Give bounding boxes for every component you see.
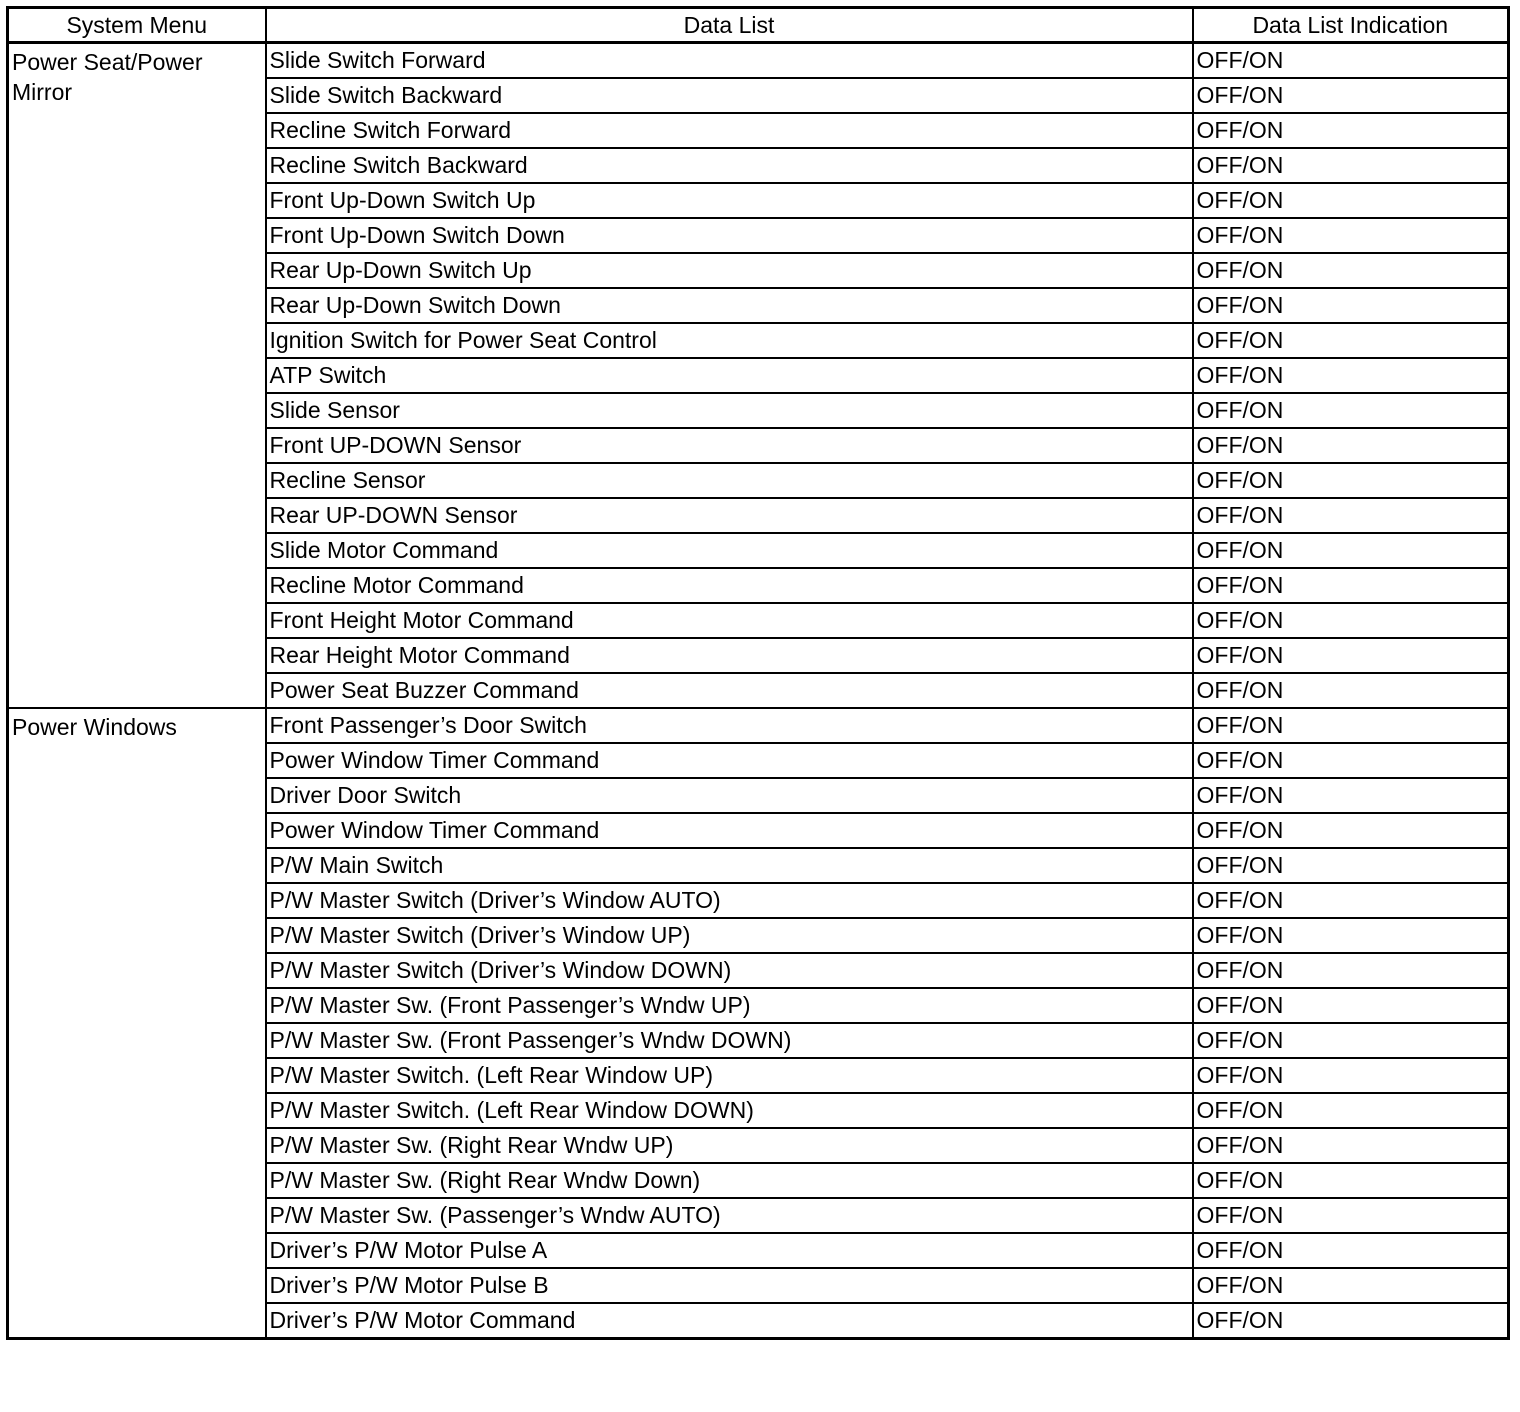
table-row — [8, 708, 1509, 743]
data-list-indication: OFF/ON — [1193, 778, 1509, 813]
data-list-item: Slide Motor Command — [266, 533, 1193, 568]
data-list-item: ATP Switch — [266, 358, 1193, 393]
data-list-indication: OFF/ON — [1193, 673, 1509, 708]
data-list-item: Slide Sensor — [266, 393, 1193, 428]
data-list-indication: OFF/ON — [1193, 253, 1509, 288]
data-list-indication: OFF/ON — [1193, 43, 1509, 79]
data-list-item: P/W Master Switch (Driver’s Window AUTO) — [266, 883, 1193, 918]
data-list-indication: OFF/ON — [1193, 463, 1509, 498]
table-body — [8, 43, 1509, 1339]
data-list-indication: OFF/ON — [1193, 78, 1509, 113]
data-list-indication: OFF/ON — [1193, 1268, 1509, 1303]
data-list-indication: OFF/ON — [1193, 1023, 1509, 1058]
system-menu-cell: Power Seat/Power Mirror — [8, 43, 266, 709]
data-list-indication: OFF/ON — [1193, 148, 1509, 183]
header-data-list: Data List — [266, 8, 1193, 43]
data-list-item: Driver’s P/W Motor Pulse A — [266, 1233, 1193, 1268]
data-list-indication: OFF/ON — [1193, 218, 1509, 253]
data-list-item: Rear UP-DOWN Sensor — [266, 498, 1193, 533]
data-list-item: P/W Master Sw. (Passenger’s Wndw AUTO) — [266, 1198, 1193, 1233]
data-list-item: P/W Master Switch. (Left Rear Window DOWN) — [266, 1093, 1193, 1128]
data-list-item: Driver Door Switch — [266, 778, 1193, 813]
data-list-indication: OFF/ON — [1193, 813, 1509, 848]
data-list-item: Power Window Timer Command — [266, 743, 1193, 778]
data-list-indication: OFF/ON — [1193, 918, 1509, 953]
data-list-indication: OFF/ON — [1193, 568, 1509, 603]
data-list-indication: OFF/ON — [1193, 358, 1509, 393]
data-list-indication: OFF/ON — [1193, 1058, 1509, 1093]
data-list-item: P/W Master Sw. (Right Rear Wndw UP) — [266, 1128, 1193, 1163]
data-list-item: P/W Main Switch — [266, 848, 1193, 883]
data-list-item: P/W Master Switch (Driver’s Window UP) — [266, 918, 1193, 953]
table-header — [8, 8, 1509, 43]
data-list-indication: OFF/ON — [1193, 1233, 1509, 1268]
data-list-item: P/W Master Switch. (Left Rear Window UP) — [266, 1058, 1193, 1093]
data-list-indication: OFF/ON — [1193, 988, 1509, 1023]
data-list-item: Slide Switch Forward — [266, 43, 1193, 79]
data-list-indication: OFF/ON — [1193, 1198, 1509, 1233]
data-list-indication: OFF/ON — [1193, 1093, 1509, 1128]
data-list-indication: OFF/ON — [1193, 428, 1509, 463]
data-list-indication: OFF/ON — [1193, 323, 1509, 358]
data-list-indication: OFF/ON — [1193, 953, 1509, 988]
data-list-item: Rear Height Motor Command — [266, 638, 1193, 673]
data-list-item: Front Passenger’s Door Switch — [266, 708, 1193, 743]
data-list-item: Power Window Timer Command — [266, 813, 1193, 848]
data-list-indication: OFF/ON — [1193, 638, 1509, 673]
data-list-indication: OFF/ON — [1193, 498, 1509, 533]
table-row — [8, 43, 1509, 79]
data-list-item: Driver’s P/W Motor Command — [266, 1303, 1193, 1339]
data-list-table — [6, 6, 1510, 1340]
data-list-item: Recline Sensor — [266, 463, 1193, 498]
data-list-indication: OFF/ON — [1193, 393, 1509, 428]
system-menu-cell: Power Windows — [8, 708, 266, 1339]
data-list-indication: OFF/ON — [1193, 533, 1509, 568]
data-list-indication: OFF/ON — [1193, 708, 1509, 743]
header-data-list-indication: Data List Indication — [1193, 8, 1509, 43]
data-list-indication: OFF/ON — [1193, 603, 1509, 638]
data-list-indication: OFF/ON — [1193, 1163, 1509, 1198]
data-list-item: Ignition Switch for Power Seat Control — [266, 323, 1193, 358]
data-list-item: Recline Motor Command — [266, 568, 1193, 603]
data-list-indication: OFF/ON — [1193, 883, 1509, 918]
data-list-item: Front Up-Down Switch Down — [266, 218, 1193, 253]
data-list-indication: OFF/ON — [1193, 848, 1509, 883]
data-list-indication: OFF/ON — [1193, 1303, 1509, 1339]
data-list-item: Rear Up-Down Switch Up — [266, 253, 1193, 288]
data-list-item: P/W Master Switch (Driver’s Window DOWN) — [266, 953, 1193, 988]
data-list-item: Driver’s P/W Motor Pulse B — [266, 1268, 1193, 1303]
data-list-item: Recline Switch Forward — [266, 113, 1193, 148]
data-list-indication: OFF/ON — [1193, 743, 1509, 778]
data-list-item: P/W Master Sw. (Front Passenger’s Wndw DOWN) — [266, 1023, 1193, 1058]
data-list-indication: OFF/ON — [1193, 288, 1509, 323]
data-list-indication: OFF/ON — [1193, 183, 1509, 218]
header-row — [8, 8, 1509, 43]
data-list-item: P/W Master Sw. (Right Rear Wndw Down) — [266, 1163, 1193, 1198]
data-list-item: Power Seat Buzzer Command — [266, 673, 1193, 708]
data-list-item: Front Height Motor Command — [266, 603, 1193, 638]
data-list-item: Slide Switch Backward — [266, 78, 1193, 113]
data-list-indication: OFF/ON — [1193, 1128, 1509, 1163]
data-list-item: Front UP-DOWN Sensor — [266, 428, 1193, 463]
data-list-item: Front Up-Down Switch Up — [266, 183, 1193, 218]
data-list-item: P/W Master Sw. (Front Passenger’s Wndw UP) — [266, 988, 1193, 1023]
header-system-menu: System Menu — [8, 8, 266, 43]
data-list-item: Recline Switch Backward — [266, 148, 1193, 183]
data-list-indication: OFF/ON — [1193, 113, 1509, 148]
data-list-item: Rear Up-Down Switch Down — [266, 288, 1193, 323]
